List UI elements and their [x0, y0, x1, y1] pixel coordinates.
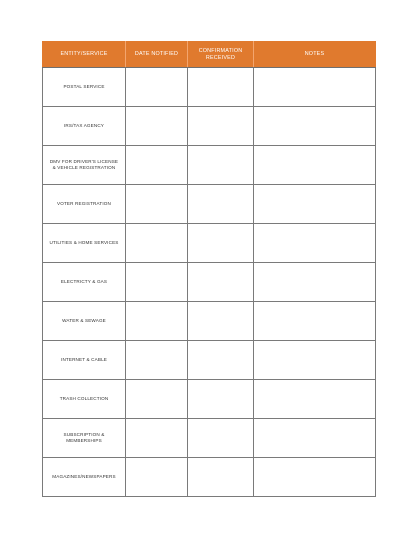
table-header [43, 42, 376, 68]
date-notified-cell[interactable] [126, 146, 188, 185]
header-confirmation-received: CONFIRMATION RECEIVED [188, 42, 254, 68]
checklist-table [42, 41, 376, 497]
table-row [43, 263, 376, 302]
table-row [43, 185, 376, 224]
date-notified-cell[interactable] [126, 263, 188, 302]
table-row [43, 341, 376, 380]
confirmation-received-cell[interactable] [188, 380, 254, 419]
header-date-notified: DATE NOTIFIED [126, 42, 188, 68]
confirmation-received-cell[interactable] [188, 341, 254, 380]
entity-service-cell: INTERNET & CABLE [43, 341, 126, 380]
entity-service-cell: SUBSCRIPTION & MEMBERSHIPS [43, 419, 126, 458]
confirmation-received-cell[interactable] [188, 224, 254, 263]
header-row [43, 42, 376, 68]
confirmation-received-cell[interactable] [188, 185, 254, 224]
table-row [43, 302, 376, 341]
confirmation-received-cell[interactable] [188, 107, 254, 146]
notes-cell[interactable] [254, 146, 376, 185]
table-body [43, 68, 376, 497]
notes-cell[interactable] [254, 341, 376, 380]
table-row [43, 68, 376, 107]
notes-cell[interactable] [254, 224, 376, 263]
notes-cell[interactable] [254, 107, 376, 146]
table-row [43, 107, 376, 146]
notes-cell[interactable] [254, 263, 376, 302]
date-notified-cell[interactable] [126, 107, 188, 146]
confirmation-received-cell[interactable] [188, 68, 254, 107]
date-notified-cell[interactable] [126, 68, 188, 107]
entity-service-cell: WATER & SEWAGE [43, 302, 126, 341]
entity-service-cell: MAGAZINES/NEWSPAPERS [43, 458, 126, 497]
notes-cell[interactable] [254, 185, 376, 224]
notes-cell[interactable] [254, 458, 376, 497]
table-row [43, 458, 376, 497]
date-notified-cell[interactable] [126, 302, 188, 341]
date-notified-cell[interactable] [126, 458, 188, 497]
table-row [43, 380, 376, 419]
date-notified-cell[interactable] [126, 185, 188, 224]
date-notified-cell[interactable] [126, 224, 188, 263]
table-row [43, 224, 376, 263]
entity-service-cell: ELECTRICTY & GAS [43, 263, 126, 302]
entity-service-cell: UTILITIES & HOME SERVICES [43, 224, 126, 263]
header-entity-service: ENTITY/SERVICE [43, 42, 126, 68]
table-row [43, 419, 376, 458]
confirmation-received-cell[interactable] [188, 146, 254, 185]
date-notified-cell[interactable] [126, 380, 188, 419]
table-row [43, 146, 376, 185]
notes-cell[interactable] [254, 302, 376, 341]
notes-cell[interactable] [254, 380, 376, 419]
address-change-checklist [42, 41, 375, 497]
entity-service-cell: TRASH COLLECTION [43, 380, 126, 419]
date-notified-cell[interactable] [126, 419, 188, 458]
entity-service-cell: IRS/TAX AGENCY [43, 107, 126, 146]
entity-service-cell: DMV FOR DRIVER'S LICENSE & VEHICLE REGISTRATION [43, 146, 126, 185]
notes-cell[interactable] [254, 419, 376, 458]
date-notified-cell[interactable] [126, 341, 188, 380]
confirmation-received-cell[interactable] [188, 263, 254, 302]
notes-cell[interactable] [254, 68, 376, 107]
confirmation-received-cell[interactable] [188, 302, 254, 341]
entity-service-cell: POSTAL SERVICE [43, 68, 126, 107]
header-notes: NOTES [254, 42, 376, 68]
confirmation-received-cell[interactable] [188, 458, 254, 497]
confirmation-received-cell[interactable] [188, 419, 254, 458]
entity-service-cell: VOTER REGISTRATION [43, 185, 126, 224]
